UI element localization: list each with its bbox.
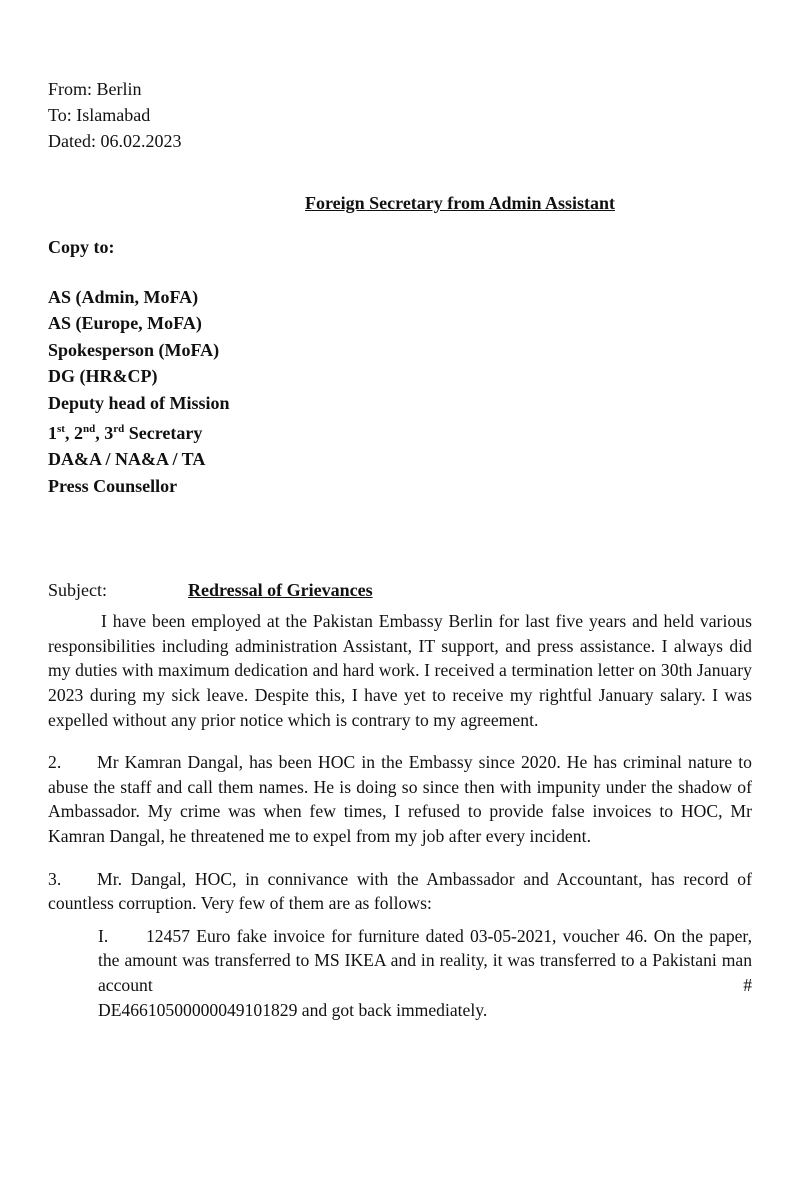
list-item-text: 12457 Euro fake invoice for furniture dated 03-05-2021, voucher 46. On the paper, the amount was transferred to MS IKEA and in reality, it was transferred to a Pakistani man account #: [98, 925, 752, 995]
paragraph-3: [48, 867, 752, 916]
paragraph-text: Mr Kamran Dangal, has been HOC in the Embassy since 2020. He has criminal nature to abuse the staff and call them names. He is doing so since then with impunity under the shadow of Ambassador. My crime was when few times, I refused to provide false invoices to HOC, Mr Kamran Dangal, he threatened me to expel from my job after every incident.: [48, 752, 752, 846]
secretary-number: 3: [104, 423, 114, 444]
paragraph-text: Mr. Dangal, HOC, in connivance with the Ambassador and Accountant, has record of countless corruption. Very few of them are as follows:: [48, 868, 752, 914]
paragraph-number: 3.: [48, 868, 62, 889]
copy-to-label: Copy to:: [48, 237, 115, 257]
copy-recipient: Spokesperson (MoFA): [48, 339, 220, 360]
secretary-number: 2: [73, 423, 83, 444]
copy-to-list: [48, 284, 752, 499]
to-line: To: Islamabad: [48, 105, 151, 125]
copy-recipient: DA&A / NA&A / TA: [48, 449, 206, 470]
list-item-body: [98, 924, 752, 998]
paragraph-number: 2.: [48, 752, 62, 773]
ordinal-suffix: nd: [82, 423, 96, 436]
list-item-number: I.: [98, 925, 109, 946]
copy-recipient: Press Counsellor: [48, 475, 178, 496]
secretary-word: Secretary: [128, 423, 203, 444]
subject-label: Subject:: [48, 580, 107, 601]
copy-recipient-secretaries: 1st, 2nd, 3rd Secretary: [48, 423, 203, 444]
ordinal-suffix: st: [57, 423, 65, 436]
list-item: [98, 924, 752, 1022]
from-line: From: Berlin: [48, 79, 142, 99]
copy-recipient: AS (Europe, MoFA): [48, 313, 202, 334]
letter-title: Foreign Secretary from Admin Assistant: [305, 193, 615, 213]
copy-recipient: Deputy head of Mission: [48, 392, 230, 413]
dated-line: Dated: 06.02.2023: [48, 131, 182, 151]
secretary-number: 1: [48, 423, 57, 444]
subject-line: [48, 580, 752, 601]
copy-recipient: AS (Admin, MoFA): [48, 287, 199, 307]
paragraph-2: [48, 750, 752, 848]
copy-recipient: DG (HR&CP): [48, 366, 158, 387]
list-item-text-continued: DE46610500000049101829 and got back immediately.: [98, 999, 488, 1020]
ordinal-suffix: rd: [113, 423, 125, 436]
subject-text: Redressal of Grievances: [188, 580, 373, 601]
letter-header: [48, 76, 752, 154]
paragraph-1: I have been employed at the Pakistan Embassy Berlin for last five years and held various responsibilities including administration Assistant, IT support, and press assistance. I always did my duties with maximum dedication and hard work. I received a termination letter on 30th January 2023 during my sick leave. Despite this, I have yet to receive my rightful January salary. I was expelled without any prior notice which is contrary to my agreement.: [48, 611, 752, 730]
